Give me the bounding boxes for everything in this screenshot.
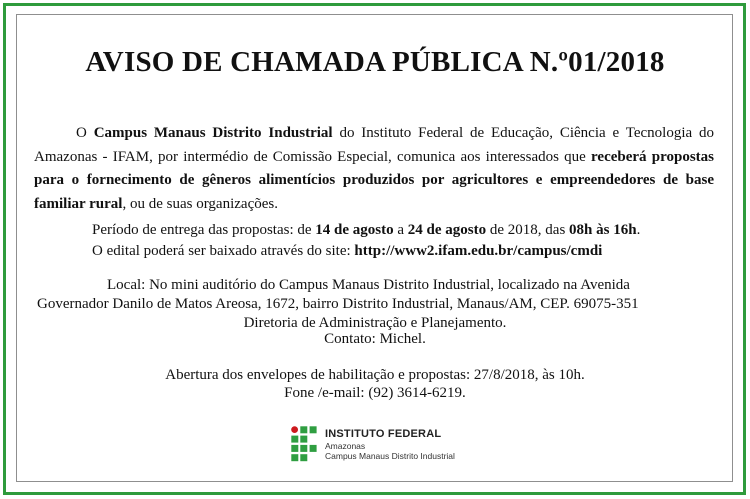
location-line-3: Diretoria de Administração e Planejamento. [243,315,507,331]
start-date: 14 de agosto [315,222,394,238]
edital-url[interactable]: http://www2.ifam.edu.br/campus/cmdi [354,243,603,259]
logo-campus: Campus Manaus Distrito Industrial [325,451,455,461]
if-logo-icon [291,426,317,462]
delivery-period: Período de entrega das propostas: de 14 de agosto a 24 de agosto de 2018, das 08h às 16h. [92,222,641,238]
location-line-2: Governador Danilo de Matos Areosa, 1672, bairro Distrito Industrial, Manaus/AM, CEP. 69075-351 [37,296,639,312]
delivery-hours: 08h às 16h [569,222,637,238]
campus-name: Campus Manaus Distrito Industrial [93,125,333,141]
intro-text-1: O [76,125,94,141]
logo-institute-name: INSTITUTO FEDERAL [325,428,442,440]
edital-info: O edital poderá ser baixado através do site: http://www2.ifam.edu.br/campus/cmdi [92,243,603,259]
opening-line: Abertura dos envelopes de habilitação e propostas: 27/8/2018, às 10h. [165,367,585,383]
intro-text-3: , ou de suas organizações. [122,195,278,212]
intro-text-2: do Instituto Federal de Educação, Ciência e Tecnologia do Amazonas - IFAM, por intermédio de Comissão Especial, comunica aos interessados que [34,125,714,165]
location-line-1: Local: No mini auditório do Campus Manaus Distrito Industrial, localizado na Avenida [107,277,630,293]
contact-line: Contato: Michel. [324,331,426,347]
proposal-description: receberá propostas para o fornecimento de gêneros alimentícios produzidos por agricultores e empreendedores de base familiar rural [34,148,714,212]
phone-line: Fone /e-mail: (92) 3614-6219. [284,385,466,401]
end-date: 24 de agosto [407,222,487,238]
logo-state: Amazonas [325,441,366,451]
notice-title: AVISO DE CHAMADA PÚBLICA N.º01/2018 [85,46,665,78]
intro-paragraph [34,122,714,216]
